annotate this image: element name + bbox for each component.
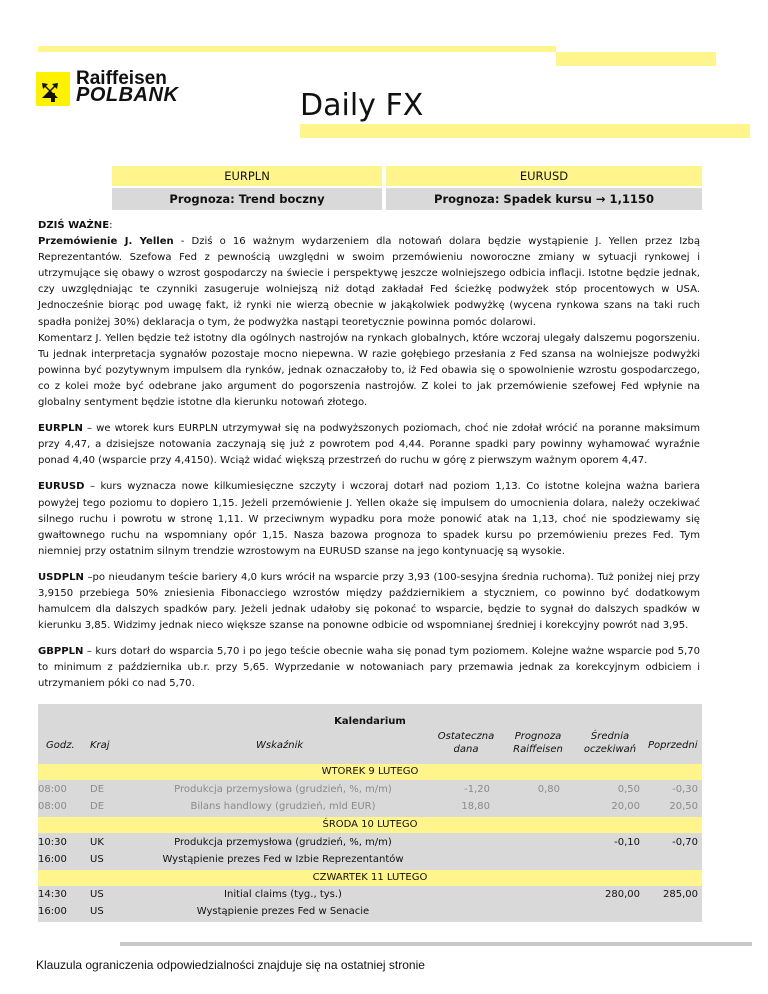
row-average: 20,00 [611, 801, 640, 812]
row-indicator: Wystąpienie prezes Fed w Izbie Reprezentantów [162, 854, 404, 865]
day-header: CZWARTEK 11 LUTEGO [38, 870, 702, 886]
day-header: WTOREK 9 LUTEGO [38, 764, 702, 780]
row-country: US [90, 889, 104, 900]
row-previous: -0,70 [672, 837, 698, 848]
row-time: 16:00 [38, 906, 67, 917]
header-bottom-bar [300, 124, 750, 138]
eurpln-lead: EURPLN [38, 423, 83, 435]
row-indicator: Bilans handlowy (grudzień, mld EUR) [190, 801, 376, 812]
header-country: Kraj [90, 740, 110, 751]
usdpln-paragraph [38, 570, 700, 634]
row-average: 0,50 [617, 784, 640, 795]
today-colon: : [109, 220, 113, 231]
header-top-bar [38, 46, 556, 52]
row-final: -1,20 [464, 784, 490, 795]
calendar-table [38, 704, 702, 910]
yellen-paragraph-2: Komentarz J. Yellen będzie też istotny dla ogólnych nastrojów na rynkach globalnych, które wczoraj ulegały dalszemu pogorszeniu. Tu jednak interpretacja sygnałów pozostaje mocno niepewna. W razie gołębiego przesłania z Fed szansa na wolniejsze podwyżki powinna być pozytywnym impulsem dla rynków, jednak oznaczałoby to, iż Fed obawia się o spowolnienie wzrostu gospodarczego, co z kolei może być odebrane jako argument do pogorszenia nastrojów. Z kolei to jak przemówienie szefowej Fed wpłynie na globalny sentyment będzie istotne dla kierunku notowań złotego. [38, 332, 700, 409]
eurusd-lead: EURUSD [38, 481, 85, 493]
forecast-eurpln [112, 166, 382, 210]
header-previous: Poprzedni [648, 740, 698, 751]
row-previous: 285,00 [663, 889, 698, 900]
row-indicator: Produkcja przemysłowa (grudzień, %, m/m) [174, 784, 392, 795]
page-title: Daily FX [300, 88, 424, 123]
brand-logo-text [76, 70, 178, 104]
gbppln-text: – kurs dotarł do wsparcia 5,70 i po jego teście obecnie waha się ponad tym poziomem. Kolejne ważne wsparcie pod 5,70 to minimum z października ub.r. przy 5,65. Wyprzedanie w notowaniach pary przemawia jednak za korekcyjnym odbiciem i utrzymaniem póki co nad 5,70. [38, 646, 700, 690]
footer-disclaimer: Klauzula ograniczenia odpowiedzialności znajduje się na ostatniej stronie [36, 958, 425, 972]
header-forecast: Prognoza Raiffeisen [513, 731, 563, 755]
table-row [38, 904, 702, 922]
row-indicator: Initial claims (tyg., tys.) [224, 889, 342, 900]
forecast-eurusd-value: Prognoza: Spadek kursu → 1,1150 [386, 188, 702, 210]
row-final: 18,80 [461, 801, 490, 812]
row-country: DE [90, 801, 105, 812]
row-country: US [90, 854, 104, 865]
yellen-text: - Dziś o 16 ważnym wydarzeniem dla notowań dolara będzie wystąpienie J. Yellen przez Izbą Reprezentantów. Szefowa Fed z pewnością uwzględni w swoim przemówieniu noworoczne zmiany w sytuacji rynkowej i utrzymujące się obawy o wzrost gospodarczy na świecie i perspektywę jeszcze wolniejszego odbicia inflacji. Istotne będzie jednak, czy uwzględniając te czynniki zasugeruje wolniejszą niż dotąd zakładał Fed ścieżkę podwyżek stóp procentowych w USA. Jednocześnie biorąc pod uwagę fakt, iż rynki nie wierzą obecnie w jakąkolwiek podwyżkę (wycena rynkowa szans na taki ruch spadła poniżej 30%) deklaracja o tym, że podwyżka nastąpi teoretycznie powinna pomóc dolarowi. [38, 236, 700, 328]
row-previous: 20,50 [669, 801, 698, 812]
row-time: 08:00 [38, 801, 67, 812]
header-final: Ostateczna dana [437, 731, 495, 755]
eurusd-paragraph [38, 479, 700, 559]
calendar-title: Kalendarium [334, 716, 406, 727]
row-country: UK [90, 837, 104, 848]
header-top-right-block [556, 52, 716, 66]
eurpln-paragraph [38, 421, 700, 469]
raiffeisen-logo-icon [36, 72, 70, 106]
row-indicator: Produkcja przemysłowa (grudzień, %, m/m) [174, 837, 392, 848]
row-previous: -0,30 [672, 784, 698, 795]
brand-line-2: POLBANK [76, 84, 179, 106]
header-average: Średnia oczekiwań [583, 731, 637, 755]
row-time: 10:30 [38, 837, 67, 848]
row-country: DE [90, 784, 105, 795]
today-label: DZIŚ WAŻNE [38, 220, 110, 231]
usdpln-lead: USDPLN [38, 571, 84, 583]
row-country: US [90, 906, 104, 917]
row-average: 280,00 [605, 889, 640, 900]
forecast-eurusd [386, 166, 702, 210]
brand-line-1: Raiffeisen [76, 68, 167, 89]
forecast-eurusd-pair: EURUSD [386, 166, 702, 186]
row-forecast: 0,80 [537, 784, 560, 795]
article [38, 218, 700, 703]
eurpln-text: – we wtorek kurs EURPLN utrzymywał się na podwyższonych poziomach, choć nie zdołał wrócić na poranne maksimum przy 4,47, a dzisiejsze notowania zaczynają się już z powrotem pod 4,44. Poranne spadki pary powinny wyhamować wyraźnie ponad 4,40 (wsparcie przy 4,4150). Wciąż widać większą przestrzeń do ruchu w górę z pierwszym ważnym oporem 4,47. [38, 423, 700, 467]
eurusd-text: – kurs wyznacza nowe kilkumiesięczne szczyty i wczoraj dotarł nad poziom 1,13. Co istotne kolejna ważna bariera powyżej tego poziomu to dopiero 1,15. Jeżeli przemówienie J. Yellen okaże się impulsem do umocnienia dolara, należy oczekiwać silnego ruchu i powrotu w stronę 1,11. W przeciwnym wypadku pora może ponowić atak na 1,13, choć nie spodziewamy się gwałtownego ruchu na wspomniany opór 1,15. Nasza bazowa prognoza to spadek kursu po przemówieniu prezes Fed. Tym niemniej przy ostatnim silnym trendzie wzrostowym na EURUSD szanse na jego kontynuację są wysokie. [38, 481, 700, 557]
forecast-eurpln-value: Prognoza: Trend boczny [112, 188, 382, 210]
usdpln-text: –po nieudanym teście bariery 4,0 kurs wrócił na wsparcie przy 3,93 (100-sesyjna średnia ruchoma). Tuż poniżej niej przy 3,9150 przebiega 50% zniesienia Fibonacciego wzrostów między październikiem a styczniem, co powinno być dodatkowym hamulcem dla dalszych spadków pary. Jeżeli jednak udałoby się pokonać to wsparcie, będzie to sygnał do dalszych spadków w kierunku 3,85. Widzimy jednak nieco większe szanse na ponowne odbicie od wspomnianej średniej i korekcyjny powrót nad 3,95. [38, 571, 700, 632]
row-time: 14:30 [38, 889, 67, 900]
forecast-eurpln-pair: EURPLN [112, 166, 382, 186]
row-time: 16:00 [38, 854, 67, 865]
day-header: ŚRODA 10 LUTEGO [38, 817, 702, 833]
yellen-paragraph [38, 234, 700, 331]
gbppln-lead: GBPPLN [38, 646, 84, 658]
gbppln-paragraph [38, 644, 700, 692]
row-indicator: Wystąpienie prezes Fed w Senacie [196, 906, 370, 917]
header-time: Godz. [46, 740, 75, 751]
row-average: -0,10 [614, 837, 640, 848]
header-indicator: Wskaźnik [256, 740, 304, 751]
today-heading [38, 218, 700, 234]
footer-divider [120, 942, 752, 946]
yellen-lead: Przemówienie J. Yellen [38, 236, 174, 248]
row-time: 08:00 [38, 784, 67, 795]
